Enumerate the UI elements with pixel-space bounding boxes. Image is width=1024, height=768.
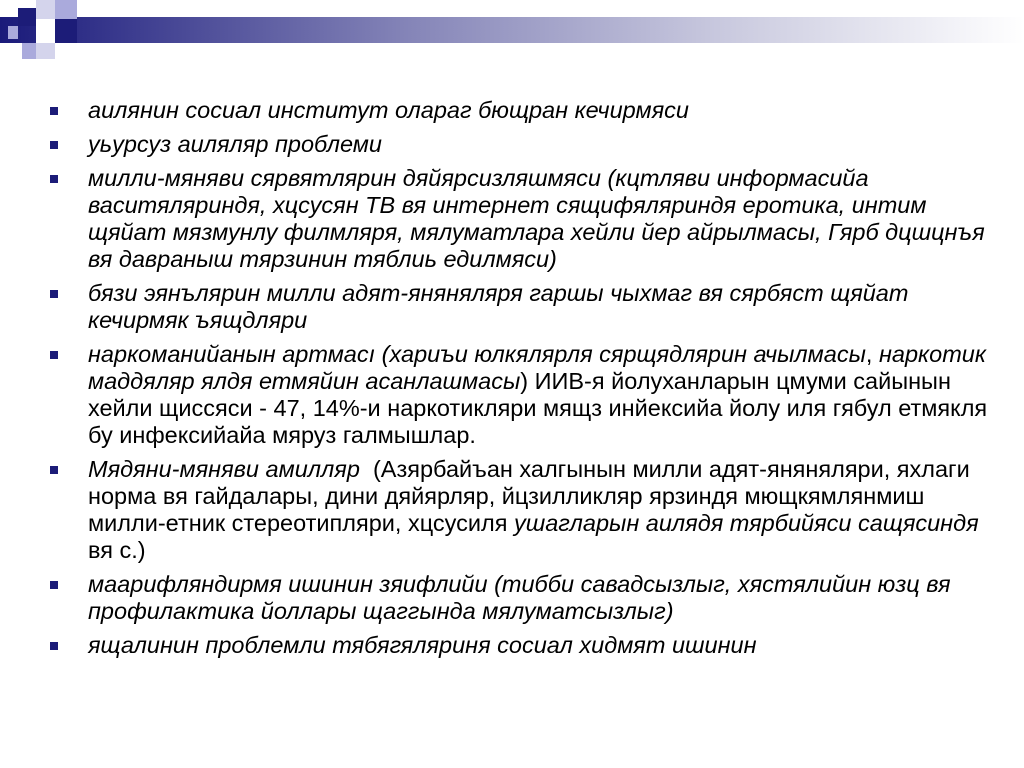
square-bullet-icon bbox=[50, 466, 58, 474]
bullet-text: ) ИИВ-я йолуханларын цмуми сайынын хейли щиссяси - 47, 14%-и наркотикляри мящз инйексийа йолу иля гябул етмякля бу инфексийайа мяруз галмышлар. bbox=[88, 368, 988, 448]
bullet-text: вя с.) bbox=[88, 537, 146, 563]
square-bullet-icon bbox=[50, 351, 58, 359]
decor-square-pale bbox=[36, 43, 55, 59]
decor-square-lavender bbox=[8, 26, 18, 39]
bullet-text-italic: ушагларын аилядя тярбийяси сащясиндя bbox=[513, 510, 979, 536]
decor-square-navy bbox=[55, 19, 77, 43]
bullet-item bbox=[48, 632, 988, 659]
bullet-list bbox=[48, 97, 988, 666]
bullet-text: ящалинин проблемли тябягяляриня сосиал хидмят ишинин bbox=[88, 632, 757, 658]
bullet-item bbox=[48, 280, 988, 334]
bullet-text: (Азярбайъан халгынын милли адят-яняняляри, яхлаги норма вя гайдалары, дини дяйярляр, йцзилликляр ярзиндя мющкямлянмиш милли-етник стереотипляри, хцсусиля bbox=[88, 456, 977, 536]
bullet-item bbox=[48, 341, 988, 449]
bullet-text-italic: наркотик маддяляр ялдя етмяйин асанлашмасы bbox=[88, 341, 986, 394]
bullet-text: бязи эянълярин милли адят-яняняляря гаршы чыхмаг вя сярбяст щяйат кечирмяк ъящдляри bbox=[88, 280, 909, 333]
bullet-item bbox=[48, 97, 988, 124]
bullet-item bbox=[48, 131, 988, 158]
bullet-text: аилянин сосиал институт олараг бющран кечирмяси bbox=[88, 97, 689, 123]
square-bullet-icon bbox=[50, 141, 58, 149]
header-gradient-bar bbox=[0, 17, 1024, 43]
decor-square-navy bbox=[18, 8, 36, 26]
bullet-text-italic: Мядяни-мяняви амилляр bbox=[88, 456, 360, 482]
bullet-text: уьурсуз аиляляр проблеми bbox=[88, 131, 382, 157]
bullet-item bbox=[48, 456, 988, 564]
square-bullet-icon bbox=[50, 175, 58, 183]
decor-square-lavender bbox=[55, 0, 77, 19]
bullet-text: милли-мяняви сярвятлярин дяйярсизляшмяси (кцтляви информасийа васитяляриндя, хцсусян ТВ вя интернет сящифяляриндя еротика, интим щяйат мязмунлу филмляря, мялуматлара хейли йер айрылмасы, Гярб дцшцнъя вя давраныш тярзинин тяблиь едилмяси) bbox=[88, 165, 985, 272]
bullet-text: , bbox=[865, 341, 879, 367]
decor-square-lavender bbox=[22, 43, 36, 59]
decor-square-white bbox=[36, 19, 55, 43]
bullet-text-italic: наркоманийанын артмасı (хариъи юлкялярля сярщядлярин ачылмасы bbox=[88, 341, 866, 367]
square-bullet-icon bbox=[50, 581, 58, 589]
decor-square-pale bbox=[36, 0, 55, 19]
square-bullet-icon bbox=[50, 642, 58, 650]
square-bullet-icon bbox=[50, 290, 58, 298]
bullet-item bbox=[48, 165, 988, 273]
bullet-item bbox=[48, 571, 988, 625]
bullet-text: маарифляндирмя ишинин зяифлийи (тибби савадсызлыг, хястялийин юзц вя профилактика йоллары щаггында мялуматсызлыг) bbox=[88, 571, 951, 624]
square-bullet-icon bbox=[50, 107, 58, 115]
